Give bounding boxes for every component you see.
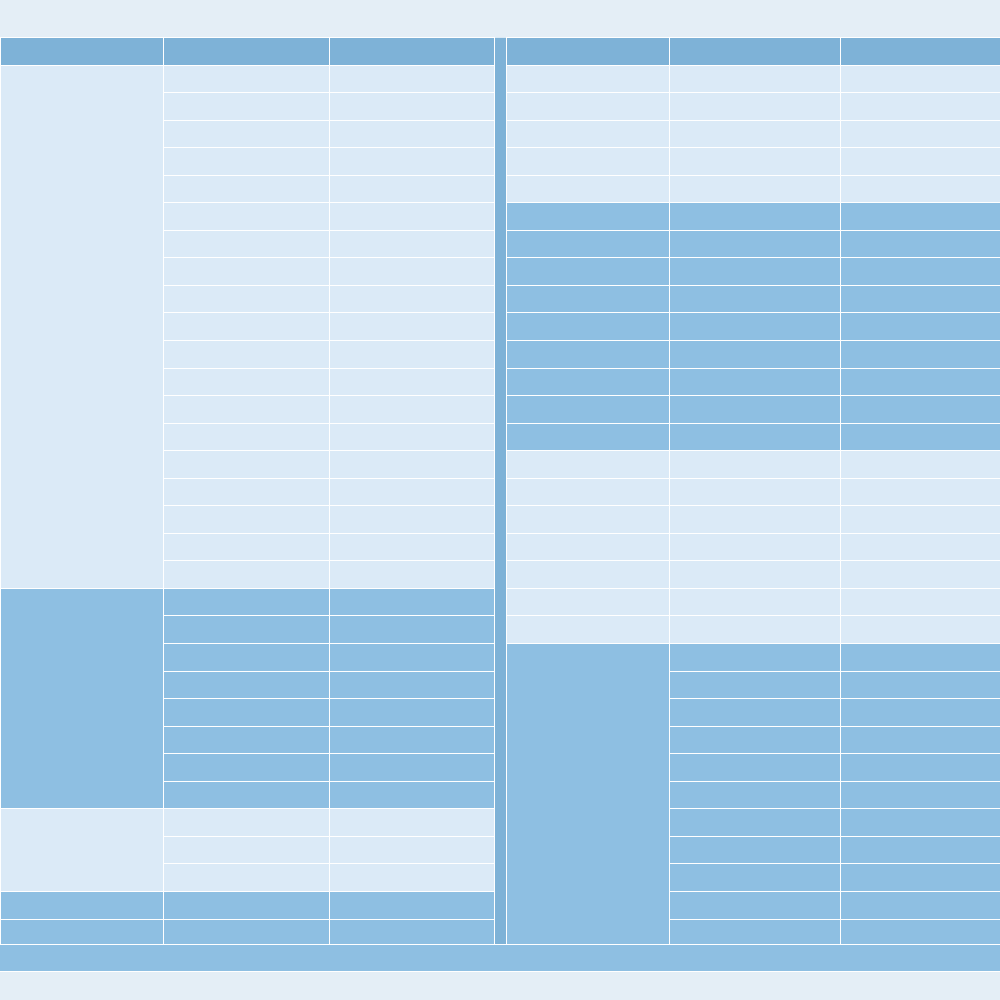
bag-size-cell bbox=[330, 809, 495, 837]
page-title bbox=[0, 0, 1000, 37]
category-cell bbox=[1, 891, 164, 919]
card-size-cell bbox=[670, 423, 841, 451]
card-size-cell bbox=[670, 478, 841, 506]
card-size-cell bbox=[670, 809, 841, 837]
card-size-cell bbox=[670, 451, 841, 479]
bag-size-cell bbox=[330, 533, 495, 561]
card-size-cell bbox=[670, 506, 841, 534]
bag-size-cell bbox=[841, 754, 1000, 782]
bag-size-cell bbox=[841, 175, 1000, 203]
category-cell bbox=[507, 644, 670, 947]
card-size-cell bbox=[670, 341, 841, 369]
bag-size-cell bbox=[330, 368, 495, 396]
card-size-cell bbox=[164, 313, 330, 341]
bag-size-cell bbox=[841, 864, 1000, 892]
bag-size-cell bbox=[330, 203, 495, 231]
category-header bbox=[1, 38, 164, 66]
card-size-cell bbox=[670, 93, 841, 121]
bag-size-cell bbox=[841, 120, 1000, 148]
category-cell bbox=[507, 230, 670, 258]
bag-size-cell bbox=[841, 93, 1000, 121]
bag-size-cell bbox=[330, 864, 495, 892]
card-size-cell bbox=[164, 341, 330, 369]
bag-size-cell bbox=[330, 588, 495, 616]
bag-size-cell bbox=[841, 919, 1000, 947]
card-size-cell bbox=[164, 423, 330, 451]
bag-size-cell bbox=[841, 644, 1000, 672]
bag-size-cell bbox=[841, 368, 1000, 396]
tips-note bbox=[0, 971, 1000, 1000]
card-size-cell bbox=[670, 699, 841, 727]
category-cell bbox=[507, 396, 670, 424]
bag-size-cell bbox=[841, 451, 1000, 479]
bag-size-cell bbox=[330, 644, 495, 672]
card-size-cell bbox=[164, 864, 330, 892]
card-size-cell bbox=[670, 754, 841, 782]
card-size-cell bbox=[670, 533, 841, 561]
category-cell bbox=[507, 148, 670, 176]
category-header bbox=[507, 38, 670, 66]
card-size-cell bbox=[164, 891, 330, 919]
bag-size-cell bbox=[330, 313, 495, 341]
card-size-cell bbox=[164, 148, 330, 176]
bag-size-cell bbox=[330, 506, 495, 534]
bag-size-cell bbox=[330, 754, 495, 782]
card-size-cell bbox=[164, 230, 330, 258]
bag-size-cell bbox=[841, 533, 1000, 561]
size-table bbox=[0, 37, 1000, 947]
bag-size-cell bbox=[841, 699, 1000, 727]
card-size-cell bbox=[164, 175, 330, 203]
bag-size-cell bbox=[330, 616, 495, 644]
category-cell bbox=[507, 258, 670, 286]
card-size-cell bbox=[670, 836, 841, 864]
card-size-cell bbox=[164, 368, 330, 396]
bag-size-cell bbox=[330, 175, 495, 203]
category-cell bbox=[507, 506, 670, 534]
card-size-cell bbox=[164, 699, 330, 727]
card-size-cell bbox=[164, 561, 330, 589]
card-size-cell bbox=[670, 313, 841, 341]
category-cell bbox=[1, 588, 164, 808]
bag-size-cell bbox=[841, 561, 1000, 589]
card-size-cell bbox=[670, 203, 841, 231]
card-size-cell bbox=[670, 616, 841, 644]
bag-size-cell bbox=[841, 285, 1000, 313]
card-size-cell bbox=[670, 588, 841, 616]
bag-size-cell bbox=[330, 561, 495, 589]
card-size-cell bbox=[670, 148, 841, 176]
bag-size-cell bbox=[841, 616, 1000, 644]
card-size-cell bbox=[670, 65, 841, 93]
card-size-cell bbox=[670, 230, 841, 258]
card-size-cell bbox=[670, 726, 841, 754]
column-divider bbox=[495, 38, 507, 947]
bag-size-cell bbox=[330, 423, 495, 451]
card-size-cell bbox=[164, 285, 330, 313]
bag-size-cell bbox=[330, 230, 495, 258]
card-size-cell bbox=[164, 809, 330, 837]
header-row bbox=[1, 38, 1000, 66]
card-size-cell bbox=[164, 65, 330, 93]
card-size-cell bbox=[670, 368, 841, 396]
card-size-cell bbox=[670, 919, 841, 947]
bag-size-cell bbox=[841, 341, 1000, 369]
card-size-cell bbox=[164, 616, 330, 644]
bag-size-cell bbox=[330, 671, 495, 699]
category-cell bbox=[507, 341, 670, 369]
card-size-cell bbox=[164, 588, 330, 616]
card-size-header bbox=[670, 38, 841, 66]
card-size-cell bbox=[670, 781, 841, 809]
card-size-cell bbox=[164, 120, 330, 148]
bag-size-cell bbox=[841, 506, 1000, 534]
card-size-cell bbox=[164, 396, 330, 424]
category-cell bbox=[507, 175, 670, 203]
bag-size-cell bbox=[841, 891, 1000, 919]
bag-size-cell bbox=[330, 396, 495, 424]
category-cell bbox=[507, 93, 670, 121]
bag-size-cell bbox=[330, 258, 495, 286]
card-size-cell bbox=[164, 754, 330, 782]
category-cell bbox=[507, 561, 670, 589]
card-size-cell bbox=[670, 120, 841, 148]
bag-size-cell bbox=[330, 726, 495, 754]
bag-size-cell bbox=[841, 148, 1000, 176]
bag-size-cell bbox=[330, 699, 495, 727]
card-size-cell bbox=[164, 726, 330, 754]
bag-size-cell bbox=[841, 313, 1000, 341]
card-size-header bbox=[164, 38, 330, 66]
card-size-cell bbox=[164, 919, 330, 947]
category-cell bbox=[1, 65, 164, 588]
card-size-cell bbox=[164, 93, 330, 121]
card-size-cell bbox=[164, 671, 330, 699]
card-size-cell bbox=[164, 478, 330, 506]
bag-size-cell bbox=[330, 148, 495, 176]
bag-size-cell bbox=[841, 203, 1000, 231]
bag-size-cell bbox=[841, 396, 1000, 424]
card-size-cell bbox=[164, 506, 330, 534]
bag-size-cell bbox=[330, 919, 495, 947]
bag-size-cell bbox=[330, 120, 495, 148]
category-cell bbox=[507, 588, 670, 616]
category-cell bbox=[507, 451, 670, 479]
category-cell bbox=[1, 809, 164, 892]
card-size-cell bbox=[670, 561, 841, 589]
bag-size-cell bbox=[330, 781, 495, 809]
category-cell bbox=[507, 203, 670, 231]
card-size-cell bbox=[670, 864, 841, 892]
bag-size-cell bbox=[841, 781, 1000, 809]
bag-size-cell bbox=[841, 258, 1000, 286]
bag-size-cell bbox=[841, 230, 1000, 258]
category-cell bbox=[507, 423, 670, 451]
bag-size-cell bbox=[330, 285, 495, 313]
bag-size-cell bbox=[841, 671, 1000, 699]
card-size-cell bbox=[670, 891, 841, 919]
card-size-cell bbox=[670, 396, 841, 424]
card-size-cell bbox=[164, 533, 330, 561]
card-size-cell bbox=[164, 781, 330, 809]
card-size-cell bbox=[164, 836, 330, 864]
bag-size-cell bbox=[841, 809, 1000, 837]
category-cell bbox=[507, 313, 670, 341]
bag-size-cell bbox=[330, 93, 495, 121]
card-size-cell bbox=[164, 451, 330, 479]
bag-size-cell bbox=[330, 836, 495, 864]
bag-size-cell bbox=[841, 423, 1000, 451]
bag-size-cell bbox=[330, 478, 495, 506]
card-size-cell bbox=[164, 644, 330, 672]
bag-size-cell bbox=[841, 65, 1000, 93]
footer-note bbox=[0, 944, 1000, 971]
card-size-cell bbox=[670, 175, 841, 203]
bag-size-cell bbox=[330, 891, 495, 919]
card-size-cell bbox=[670, 644, 841, 672]
category-cell bbox=[507, 533, 670, 561]
category-cell bbox=[507, 120, 670, 148]
bag-size-cell bbox=[841, 726, 1000, 754]
card-size-cell bbox=[670, 671, 841, 699]
bag-size-header bbox=[841, 38, 1000, 66]
category-cell bbox=[507, 368, 670, 396]
category-cell bbox=[507, 285, 670, 313]
card-size-cell bbox=[164, 203, 330, 231]
card-size-cell bbox=[670, 285, 841, 313]
bag-size-cell bbox=[841, 478, 1000, 506]
category-cell bbox=[507, 478, 670, 506]
bag-size-header bbox=[330, 38, 495, 66]
card-size-cell bbox=[164, 258, 330, 286]
category-cell bbox=[507, 65, 670, 93]
bag-size-cell bbox=[330, 451, 495, 479]
card-size-cell bbox=[670, 258, 841, 286]
category-cell bbox=[507, 616, 670, 644]
bag-size-cell bbox=[330, 65, 495, 93]
bag-size-cell bbox=[330, 341, 495, 369]
bag-size-cell bbox=[841, 836, 1000, 864]
category-cell bbox=[1, 919, 164, 947]
bag-size-cell bbox=[841, 588, 1000, 616]
